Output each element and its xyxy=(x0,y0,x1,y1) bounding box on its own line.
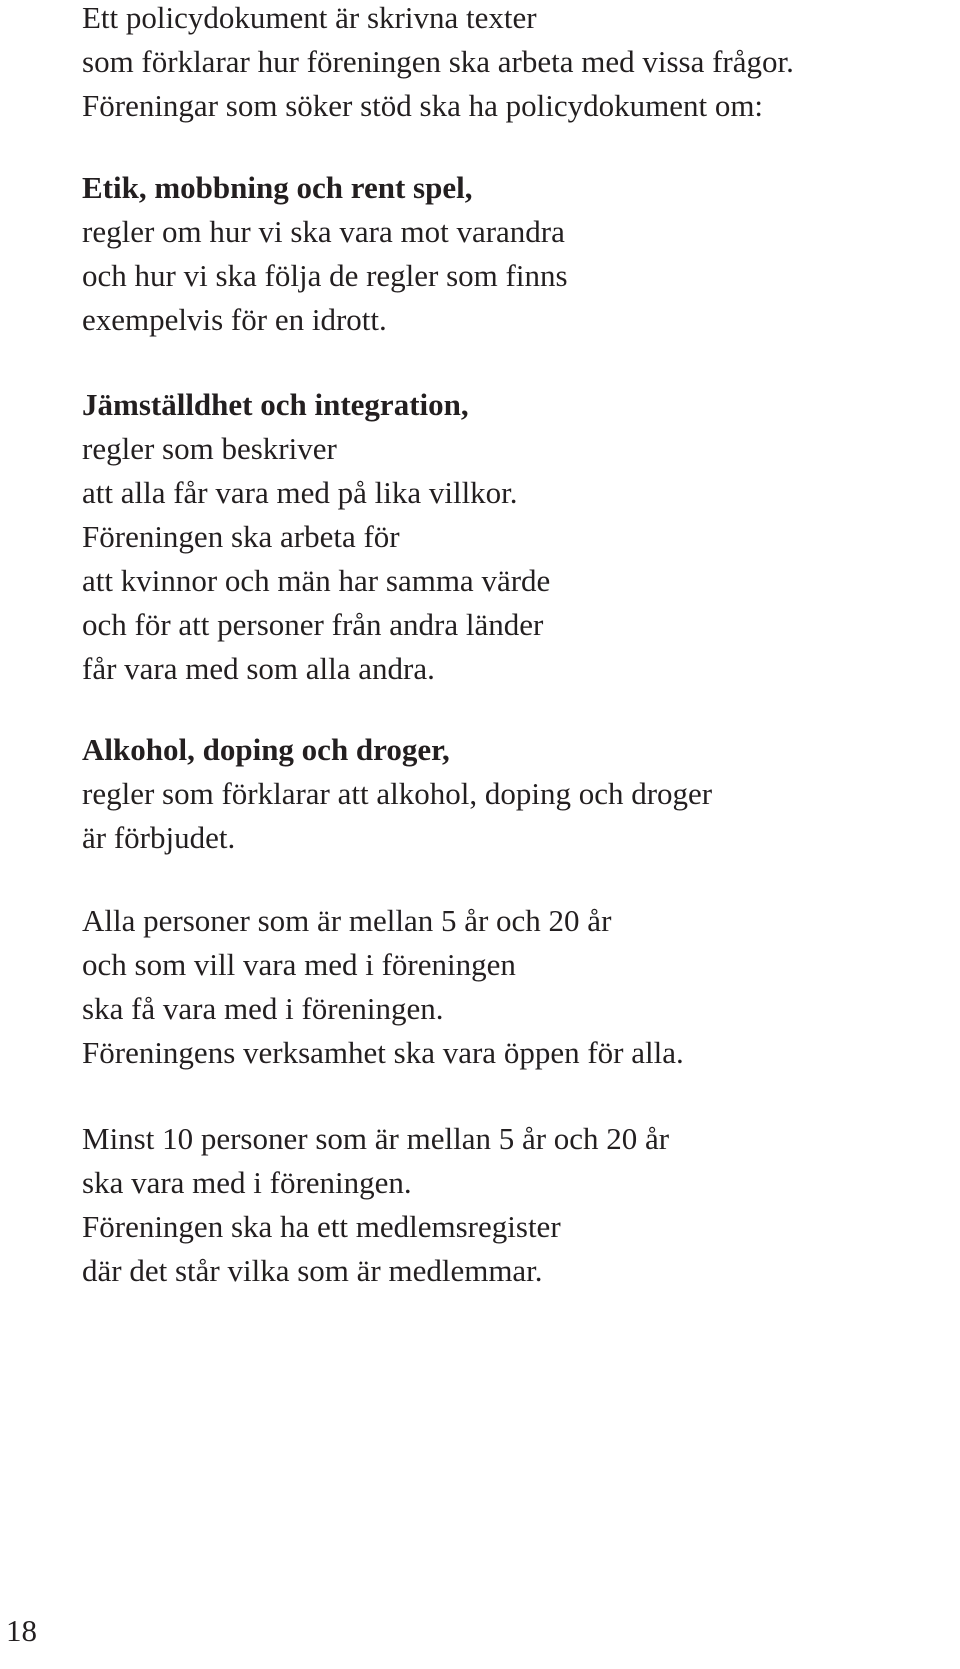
members-line: Föreningen ska ha ett medlemsregister xyxy=(82,1209,561,1244)
intro-line: som förklarar hur föreningen ska arbeta med vissa frågor. xyxy=(82,44,794,79)
equality-line: får vara med som alla andra. xyxy=(82,651,435,686)
ethics-line: exempelvis för en idrott. xyxy=(82,302,387,337)
members-line: ska vara med i föreningen. xyxy=(82,1165,412,1200)
alcohol-line: är förbjudet. xyxy=(82,820,236,855)
alcohol-line: regler som förklarar att alkohol, doping och droger xyxy=(82,776,713,811)
equality-line: att kvinnor och män har samma värde xyxy=(82,563,551,598)
page-number: 18 xyxy=(6,1613,37,1648)
age-line: Alla personer som är mellan 5 år och 20 år xyxy=(82,903,612,938)
age-line: Föreningens verksamhet ska vara öppen för alla. xyxy=(82,1035,684,1070)
ethics-line: och hur vi ska följa de regler som finns xyxy=(82,258,568,293)
age-line: ska få vara med i föreningen. xyxy=(82,991,444,1026)
equality-line: att alla får vara med på lika villkor. xyxy=(82,475,518,510)
members-line: Minst 10 personer som är mellan 5 år och 20 år xyxy=(82,1121,670,1156)
intro-line: Ett policydokument är skrivna texter xyxy=(82,0,537,35)
equality-line: regler som beskriver xyxy=(82,431,337,466)
members-section xyxy=(82,1117,942,1293)
age-line: och som vill vara med i föreningen xyxy=(82,947,516,982)
alcohol-heading: Alkohol, doping och droger, xyxy=(82,732,450,767)
equality-heading: Jämställdhet och integration, xyxy=(82,387,469,422)
age-section xyxy=(82,899,942,1075)
members-line: där det står vilka som är medlemmar. xyxy=(82,1253,543,1288)
alcohol-section xyxy=(82,728,942,860)
intro-line: Föreningar som söker stöd ska ha policydokument om: xyxy=(82,88,764,123)
equality-line: Föreningen ska arbeta för xyxy=(82,519,400,554)
ethics-section xyxy=(82,166,942,342)
equality-section xyxy=(82,383,942,691)
ethics-line: regler om hur vi ska vara mot varandra xyxy=(82,214,565,249)
intro-paragraph xyxy=(82,0,942,128)
ethics-heading: Etik, mobbning och rent spel, xyxy=(82,170,473,205)
equality-line: och för att personer från andra länder xyxy=(82,607,544,642)
